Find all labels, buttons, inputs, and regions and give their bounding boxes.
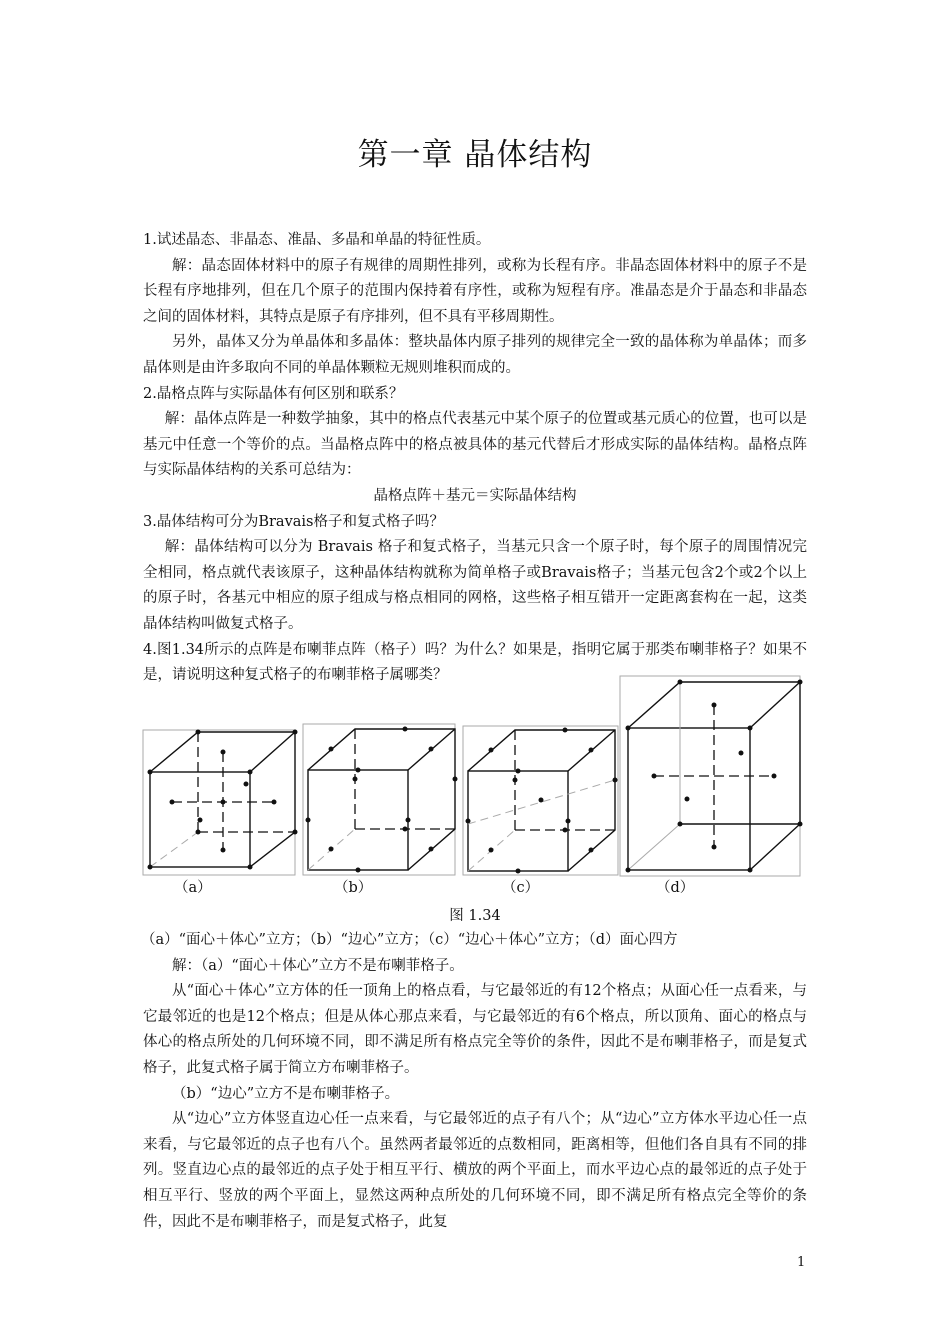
question-3: 3.晶体结构可分为Bravais格子和复式格子吗？ — [143, 513, 444, 530]
figure-description: （a）“面心＋体心”立方；（b）“边心”立方；（c）“边心＋体心”立方；（d）面心四方 — [141, 932, 678, 948]
caption-b: （b） — [334, 880, 373, 896]
caption-d: （d） — [656, 880, 695, 896]
cube-d — [620, 676, 803, 876]
lattice-figure-svg — [138, 672, 818, 902]
question-4: 4.图1.34所示的点阵是布喇菲点阵（格子）吗？为什么？如果是，指明它属于那类布喇菲格子？如果不是，请说明这种复式格子的布喇菲格子属哪类？ — [143, 641, 807, 684]
answer-2: 解：晶体点阵是一种数学抽象，其中的格点代表基元中某个原子的位置或基元质心的位置，也可以是基元中任意一个等价的点。当晶格点阵中的格点被具体的基元代替后才形成实际的晶体结构。晶格点阵与实际晶体结构的关系可总结为： — [143, 411, 807, 479]
cube-a — [143, 730, 298, 876]
figure-1-34 — [138, 672, 818, 932]
answer-4a: 从“面心＋体心”立方体的任一顶角上的格点看，与它最邻近的有12个格点；从面心任一点看来，与它最邻近的也是12个格点；但是从体心那点来看，与它最邻近的有6个格点，所以顶角、面心的格点与体心的格点所处的几何环境不同，即不满足所有格点完全等价的条件，因此不是布喇菲格子，而是复式格子，此复式格子属于简立方布喇菲格子。 — [143, 983, 807, 1076]
answer-4b-heading: （b）“边心”立方不是布喇菲格子。 — [172, 1085, 400, 1102]
question-1: 1.试述晶态、非晶态、准晶、多晶和单晶的特征性质。 — [143, 232, 491, 248]
text-block-1 — [143, 228, 807, 689]
figure-title: 图 1.34 — [449, 908, 501, 924]
caption-c: （c） — [502, 880, 540, 896]
page-number: 1 — [797, 1255, 806, 1270]
question-2: 2.晶格点阵与实际晶体有何区别和联系？ — [143, 385, 404, 402]
cube-c — [463, 726, 618, 875]
cube-b — [303, 724, 458, 875]
answer-1-extra: 另外，晶体又分为单晶体和多晶体：整块晶体内原子排列的规律完全一致的晶体称为单晶体；而多晶体则是由许多取向不同的单晶体颗粒无规则堆积而成的。 — [143, 334, 807, 376]
answer-1: 解：晶态固体材料中的原子有规律的周期性排列，或称为长程有序。非晶态固体材料中的原子不是长程有序地排列，但在几个原子的范围内保持着有序性，或称为短程有序。准晶态是介于晶态和非晶态之间的固体材料，其特点是原子有序排列，但不具有平移周期性。 — [143, 257, 807, 325]
caption-a: （a） — [174, 880, 212, 896]
answer-4b: 从“边心”立方体竖直边心任一点来看，与它最邻近的点子有八个；从“边心”立方体水平边心任一点来看，与它最邻近的点子也有八个。虽然两者最邻近的点数相同，距离相等，但他们各自具有不同的排列。竖直边心点的最邻近的点子处于相互平行、横放的两个平面上，而水平边心点的最邻近的点子处于相互平行、竖放的两个平面上，显然这两种点所处的几何环境不同，即不满足所有格点完全等价的条件，因此不是布喇菲格子，而是复式格子，此复 — [143, 1111, 807, 1230]
formula-line: 晶格点阵＋基元＝实际晶体结构 — [373, 487, 577, 504]
chapter-title: 第一章 晶体结构 — [357, 137, 593, 173]
answer-4a-heading: 解：（a）“面心＋体心”立方不是布喇菲格子。 — [172, 957, 464, 974]
answer-3: 解：晶体结构可以分为 Bravais 格子和复式格子，当基元只含一个原子时，每个原子的周围情况完全相同，格点就代表该原子，这种晶体结构就称为简单格子或Bravais格子；当基元包含2个或2个以上的原子时，各基元中相应的原子组成与格点相同的网格，这些格子相互错开一定距离套构在一起，这类晶体结构叫做复式格子。 — [143, 539, 807, 632]
text-block-2 — [143, 928, 807, 1235]
